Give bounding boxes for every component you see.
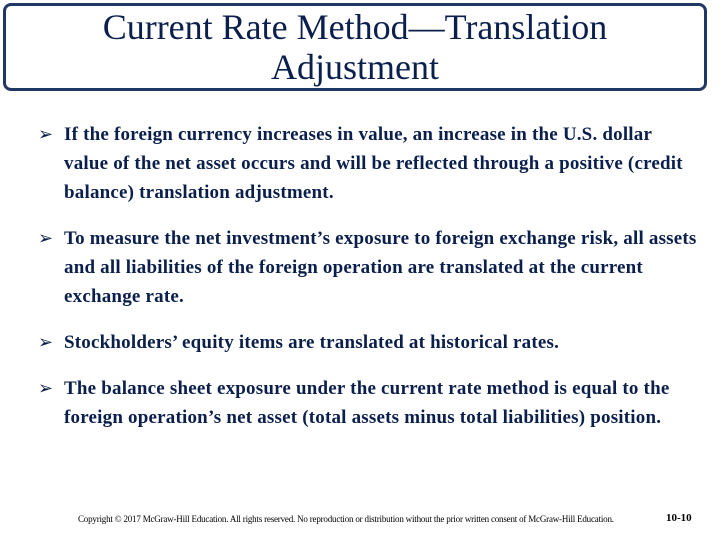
bullet-item xyxy=(38,374,698,432)
bullet-text: Stockholders’ equity items are translated at historical rates. xyxy=(64,332,560,353)
arrow-right-icon: ➢ xyxy=(38,332,54,353)
slide-title-line-1: Current Rate Method—Translation xyxy=(102,7,608,47)
bullet-text: The balance sheet exposure under the current rate method is equal to the foreign operation’s net asset (total assets minus total liabilities) position. xyxy=(64,378,670,428)
page-number: 10-10 xyxy=(666,512,692,524)
slide-title-line-2: Adjustment xyxy=(271,47,439,87)
bullet-text: To measure the net investment’s exposure to foreign exchange risk, all assets and all liabilities of the foreign operation are translated at the current exchange rate. xyxy=(64,228,697,307)
copyright-notice: Copyright © 2017 McGraw-Hill Education. All rights reserved. No reproduction or distribution without the prior written consent of McGraw-Hill Education. xyxy=(78,514,614,524)
bullet-item xyxy=(38,328,698,357)
arrow-right-icon: ➢ xyxy=(38,124,54,145)
bullet-text: If the foreign currency increases in value, an increase in the U.S. dollar value of the net asset occurs and will be reflected through a positive (credit balance) translation adjustment. xyxy=(64,124,683,203)
slide-title-box xyxy=(3,3,707,91)
arrow-right-icon: ➢ xyxy=(38,378,54,399)
bullet-item xyxy=(38,224,698,311)
bullet-list xyxy=(38,120,698,432)
bullet-item xyxy=(38,120,698,207)
arrow-right-icon: ➢ xyxy=(38,228,54,249)
